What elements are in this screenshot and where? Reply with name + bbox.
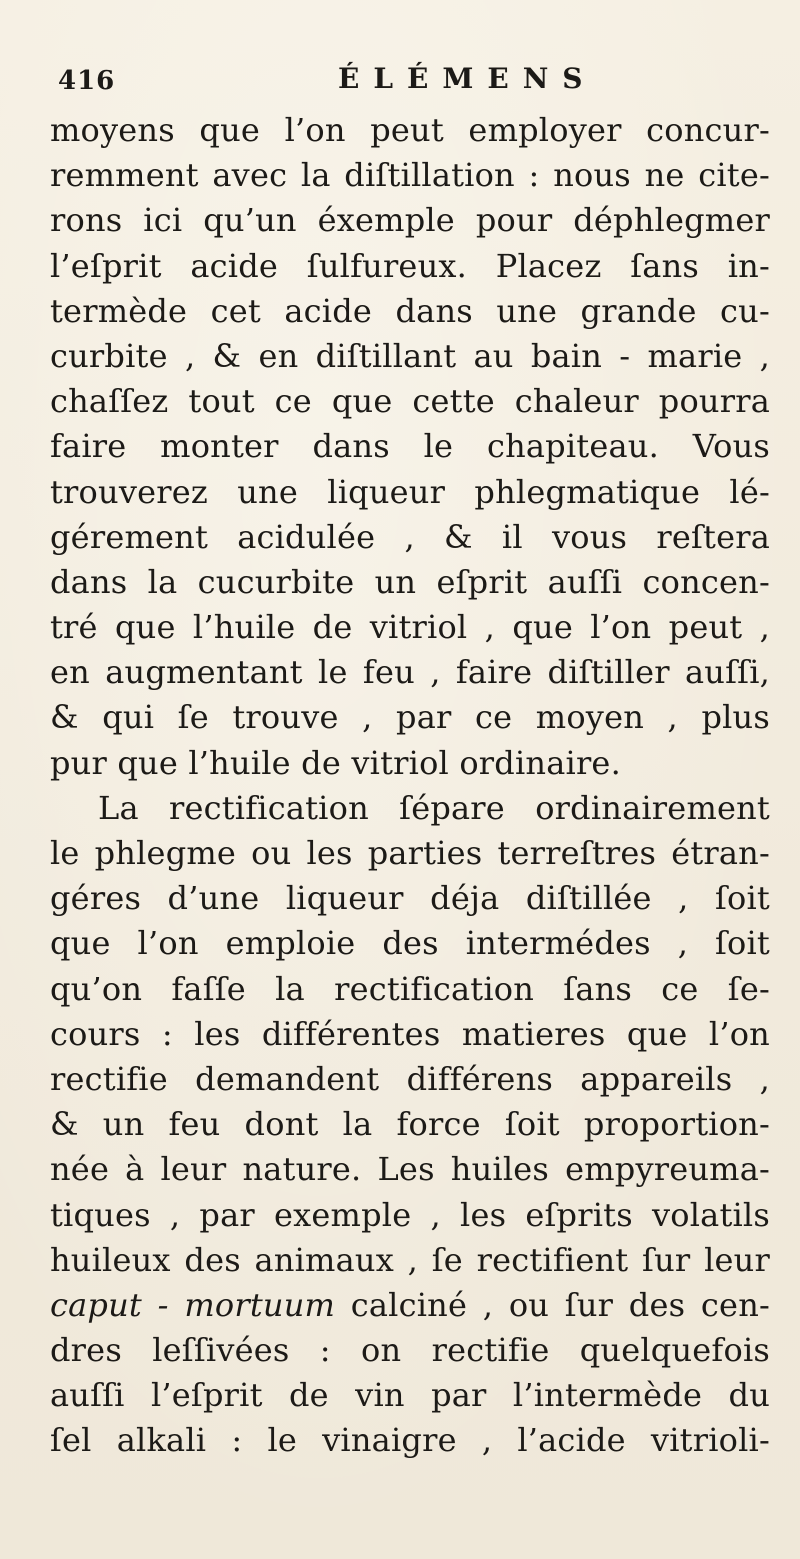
text-line: le phlegme ou les parties terreſtres étran-: [50, 834, 770, 872]
page-header: [58, 62, 758, 102]
page-number: 416: [58, 66, 116, 96]
text-line: remment avec la diſtillation : nous ne cite-: [50, 156, 770, 195]
body-text: [50, 108, 770, 1464]
text-line: dres leſſivées : on rectifie quelquefois: [50, 1331, 770, 1370]
text-line: termède cet acide dans une grande cu-: [50, 291, 770, 330]
text-line: curbite , & en diſtillant au bain - marie ,: [50, 336, 770, 375]
text-line: huileux des animaux , ſe rectifient ſur leur: [50, 1240, 770, 1279]
text-line: rectifie demandent différens appareils ,: [50, 1059, 770, 1098]
text-line: géres d’une liqueur déja diſtillée , ſoit: [50, 879, 770, 918]
text-line: pur que l’huile de vitriol ordinaire.: [50, 743, 621, 782]
text-line: moyens que l’on peut employer concur-: [50, 111, 770, 149]
text-line: en augmentant le feu , faire diſtiller auſſi,: [50, 653, 770, 692]
text-line-rest: calciné , ou ſur des cen-: [350, 1285, 771, 1324]
text-line: chaſſez tout ce que cette chaleur pourra: [50, 382, 770, 421]
text-line: dans la cucurbite un eſprit auſſi concen-: [50, 562, 770, 601]
italic-phrase: caput - mortuum: [50, 1285, 336, 1324]
text-line: & un feu dont la force ſoit proportion-: [50, 1105, 770, 1144]
text-line: gérement acidulée , & il vous reſtera: [50, 517, 770, 556]
text-line: tré que l’huile de vitriol , que l’on peut ,: [50, 608, 770, 647]
text-line: auſſi l’eſprit de vin par l’intermède du: [50, 1376, 770, 1415]
text-line: rons ici qu’un éxemple pour déphlegmer: [50, 201, 770, 240]
text-line: cours : les différentes matieres que l’on: [50, 1014, 770, 1053]
text-line: faire monter dans le chapiteau. Vous: [50, 427, 770, 466]
text-line: trouverez une liqueur phlegmatique lé-: [50, 472, 770, 511]
running-title: ÉLÉMENS: [338, 62, 597, 95]
text-line: née à leur nature. Les huiles empyreuma-: [50, 1150, 770, 1189]
text-line: que l’on emploie des intermédes , ſoit: [50, 924, 770, 963]
text-line: qu’on faſſe la rectification ſans ce ſe-: [50, 969, 770, 1008]
text-line: tiques , par exemple , les eſprits volatils: [50, 1195, 770, 1234]
text-line: ſel alkali : le vinaigre , l’acide vitrioli-: [50, 1421, 770, 1460]
paragraph-start-line: La rectification ſépare ordinairement: [98, 788, 770, 827]
text-line: l’eſprit acide ſulfureux. Placez ſans in-: [50, 246, 770, 285]
text-line-with-italic: [50, 1283, 770, 1328]
text-line: & qui ſe trouve , par ce moyen , plus: [50, 698, 770, 737]
